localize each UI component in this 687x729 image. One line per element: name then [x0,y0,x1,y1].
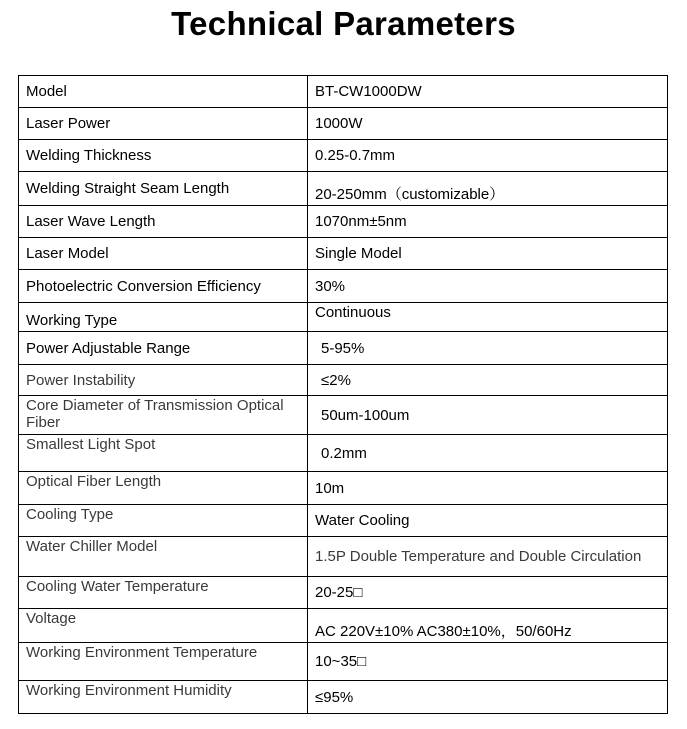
param-label: Voltage [19,609,308,643]
table-row [19,76,668,108]
table-row [19,206,668,238]
param-label: Working Environment Temperature [19,643,308,681]
param-value: 0.25-0.7mm [308,140,668,172]
table-row [19,140,668,172]
param-value: 0.2mm [308,435,668,472]
param-value: 20-250mm（customizable） [308,172,668,206]
param-value: BT-CW1000DW [308,76,668,108]
param-label: Smallest Light Spot [19,435,308,472]
table-row [19,108,668,140]
param-label: Photoelectric Conversion Efficiency [19,270,308,303]
page-title: Technical Parameters [171,5,516,42]
param-value: Single Model [308,238,668,270]
param-value: 1.5P Double Temperature and Double Circulation [308,537,668,577]
param-value: Continuous [308,303,668,332]
param-label: Welding Thickness [19,140,308,172]
param-label: Laser Wave Length [19,206,308,238]
param-value: 30% [308,270,668,303]
table-row [19,472,668,505]
param-value: 1070nm±5nm [308,206,668,238]
param-value: ≤95% [308,681,668,714]
param-label: Working Environment Humidity [19,681,308,714]
param-label: Cooling Water Temperature [19,577,308,609]
param-value: AC 220V±10% AC380±10%，50/60Hz [308,609,668,643]
table-row [19,577,668,609]
table-row [19,435,668,472]
param-label: Optical Fiber Length [19,472,308,505]
param-value: 10~35□ [308,643,668,681]
param-label: Working Type [19,303,308,332]
table-row [19,609,668,643]
table-row [19,332,668,365]
param-label: Model [19,76,308,108]
param-label: Welding Straight Seam Length [19,172,308,206]
param-label: Laser Power [19,108,308,140]
param-value: 1000W [308,108,668,140]
param-label: Water Chiller Model [19,537,308,577]
table-row [19,396,668,435]
table-row [19,681,668,714]
param-label: Core Diameter of Transmission Optical Fiber [19,396,308,435]
param-value: 5-95% [308,332,668,365]
param-value: 50um-100um [308,396,668,435]
table-row [19,238,668,270]
table-row [19,270,668,303]
param-value: 20-25□ [308,577,668,609]
param-value: Water Cooling [308,505,668,537]
param-label: Power Instability [19,365,308,396]
param-label: Cooling Type [19,505,308,537]
table-row [19,303,668,332]
param-value: 10m [308,472,668,505]
table-row [19,505,668,537]
param-label: Power Adjustable Range [19,332,308,365]
table-row [19,643,668,681]
table-row [19,365,668,396]
technical-parameters-table [18,75,668,714]
table-row [19,537,668,577]
table-row [19,172,668,206]
param-value: ≤2% [308,365,668,396]
param-label: Laser Model [19,238,308,270]
